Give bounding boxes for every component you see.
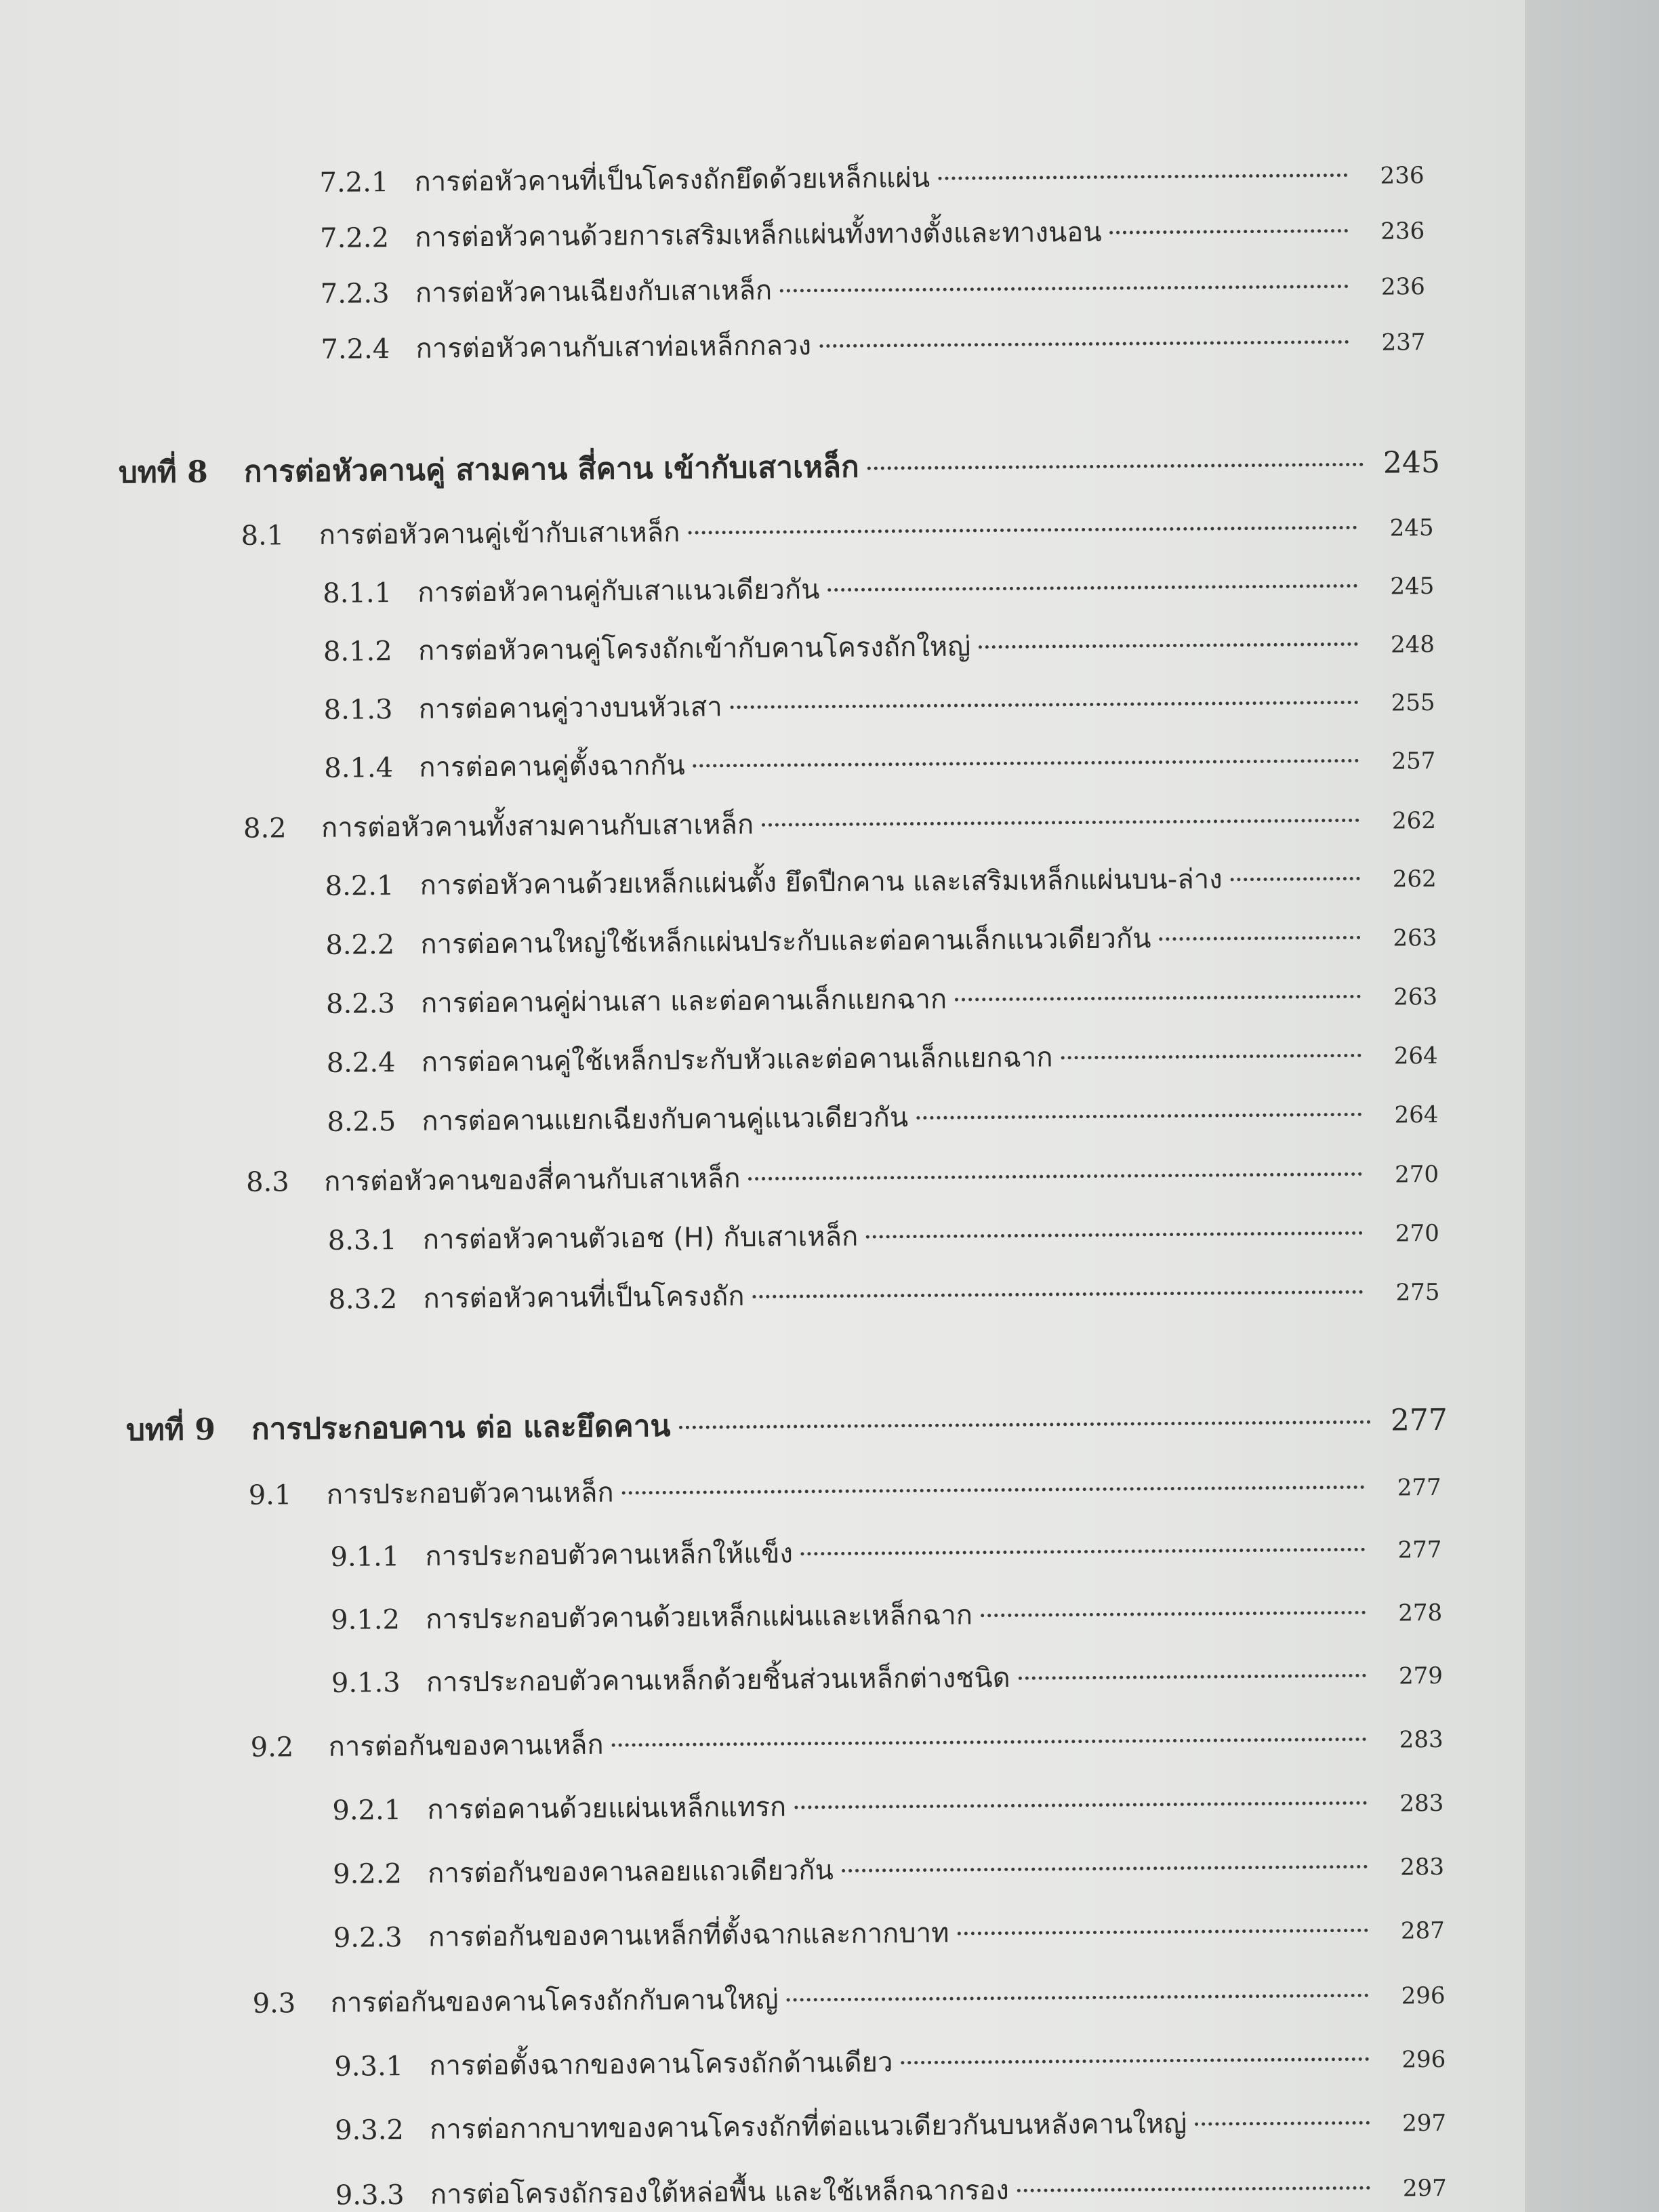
entry-page: 245: [1390, 572, 1435, 600]
entry-page: 278: [1398, 1599, 1443, 1627]
entry-number: 9.3.2: [334, 2114, 405, 2146]
dot-leader: [762, 819, 1359, 827]
entry-title: การต่อคานใหญ่ใช้เหล็กแผ่นประกับและต่อคานเล็กแนวเดียวกัน: [420, 923, 1151, 960]
dot-leader: [731, 701, 1359, 709]
dot-leader: [842, 1865, 1368, 1872]
dot-leader: [612, 1738, 1367, 1747]
entry-number: 8.1.3: [323, 694, 393, 726]
chapter-page: 245: [1382, 445, 1441, 480]
entry-page: 297: [1402, 2174, 1447, 2203]
toc-entry-8-1-2: [323, 621, 1435, 673]
dot-leader: [957, 1929, 1368, 1936]
entry-title: การต่อคานคู่ผ่านเสา และต่อคานเล็กแยกฉาก: [420, 983, 947, 1019]
entry-page: 236: [1380, 162, 1425, 190]
entry-title: การประกอบตัวคานด้วยเหล็กแผ่นและเหล็กฉาก: [426, 1599, 973, 1635]
dot-leader: [938, 173, 1347, 180]
entry-title: การต่อหัวคานคู่โครงถักเข้ากับคานโครงถักใหญ่: [417, 631, 971, 667]
dot-leader: [688, 526, 1357, 535]
toc-entry-9-3-2: [335, 2100, 1446, 2152]
toc-entry-9-2-1: [332, 1780, 1443, 1832]
entry-title: การต่อหัวคานตัวเอช (H) กับเสาเหล็ก: [422, 1221, 859, 1256]
toc-entry-8-2-2: [325, 914, 1437, 966]
section-page: 262: [1391, 806, 1437, 835]
entry-page: 262: [1392, 865, 1437, 893]
entry-page: 263: [1393, 983, 1438, 1011]
page-edge: [1525, 0, 1659, 2212]
entry-page: 248: [1390, 630, 1435, 659]
entry-number: 9.3.1: [334, 2051, 404, 2083]
entry-number: 8.1.1: [323, 577, 392, 609]
toc-section-9-1: [248, 1464, 1441, 1517]
entry-page: 263: [1393, 924, 1437, 952]
toc-entry-8-2-3: [326, 973, 1437, 1025]
toc-section-9-3: [252, 1972, 1445, 2025]
entry-page: 264: [1394, 1101, 1439, 1129]
entry-page: 283: [1400, 1853, 1445, 1881]
entry-number: 9.2.3: [333, 1922, 403, 1954]
section-number: 9.3: [252, 1988, 296, 2020]
toc-chapter-9: [126, 1396, 1448, 1454]
entry-number: 9.1.2: [331, 1604, 401, 1636]
toc-entry-9-2-3: [333, 1907, 1445, 1959]
toc-entry-9-1-2: [331, 1589, 1442, 1641]
entry-title: การต่อหัวคานเฉียงกับเสาเหล็ก: [415, 274, 773, 309]
dot-leader: [955, 995, 1361, 1002]
entry-number: 9.2.2: [332, 1858, 403, 1890]
entry-number: 9.1.3: [331, 1667, 401, 1699]
toc-entry-9-1-1: [330, 1526, 1441, 1578]
entry-title: การต่อคานคู่วางบนหัวเสา: [418, 691, 722, 725]
section-title: การต่อหัวคานทั้งสามคานกับเสาเหล็ก: [321, 808, 754, 844]
entry-number: 8.2.3: [325, 988, 396, 1020]
section-page: 277: [1397, 1473, 1441, 1502]
entry-number: 8.3.2: [328, 1284, 398, 1315]
toc-entry-8-3-2: [328, 1269, 1439, 1321]
entry-number: 9.2.1: [332, 1795, 402, 1826]
dot-leader: [1231, 877, 1360, 881]
dot-leader: [801, 1548, 1366, 1556]
entry-page: 236: [1380, 273, 1425, 301]
section-number: 8.1: [241, 520, 285, 552]
toc-entry-7-2-3: [321, 263, 1425, 315]
entry-number: 7.2.4: [321, 333, 390, 365]
toc-entry-8-1-3: [323, 679, 1435, 731]
entry-title: การประกอบตัวคานเหล็กให้แข็ง: [425, 1538, 794, 1572]
dot-leader: [1017, 2186, 1370, 2192]
entry-title: การต่อกากบาทของคานโครงถักที่ต่อแนวเดียวกันบนหลังคานใหญ่: [429, 2108, 1187, 2146]
dot-leader: [748, 1172, 1362, 1181]
chapter-title: การต่อหัวคานคู่ สามคาน สี่คาน เข้ากับเสาเหล็ก: [243, 449, 859, 489]
entry-number: 9.3.3: [335, 2179, 405, 2211]
dot-leader: [1159, 936, 1360, 941]
entry-page: 297: [1402, 2109, 1447, 2137]
entry-page: 275: [1395, 1278, 1440, 1307]
dot-leader: [794, 1801, 1367, 1809]
toc-entry-7-2-2: [320, 207, 1425, 260]
entry-page: 277: [1397, 1536, 1442, 1564]
section-number: 9.1: [248, 1479, 292, 1511]
toc-section-8-1: [241, 504, 1433, 557]
section-number: 8.2: [243, 813, 287, 844]
dot-leader: [916, 1113, 1361, 1120]
entry-number: 7.2.3: [320, 278, 390, 310]
entry-title: การต่อกันของคานลอยแถวเดียวกัน: [427, 1855, 834, 1889]
entry-title: การต่อคานแยกเฉียงกับคานคู่แนวเดียวกัน: [422, 1102, 909, 1137]
section-title: การต่อกันของคานโครงถักกับคานใหญ่: [330, 1984, 779, 2019]
entry-title: การต่อกันของคานเหล็กที่ตั้งฉากและกากบาท: [428, 1917, 949, 1953]
entry-number: 8.1.4: [324, 752, 394, 784]
entry-title: การต่อตั้งฉากของคานโครงถักด้านเดียว: [429, 2047, 893, 2082]
entry-page: 279: [1398, 1662, 1443, 1690]
entry-page: 236: [1380, 218, 1425, 245]
entry-title: การประกอบตัวคานเหล็กด้วยชิ้นส่วนเหล็กต่างชนิด: [426, 1662, 1010, 1698]
dot-leader: [901, 2057, 1369, 2064]
entry-page: 283: [1399, 1789, 1444, 1818]
entry-title: การต่อหัวคานคู่กับเสาแนวเดียวกัน: [417, 574, 820, 609]
entry-page: 237: [1381, 329, 1426, 356]
toc-section-8-2: [243, 797, 1436, 850]
toc-entry-8-2-4: [326, 1032, 1437, 1084]
dot-leader: [981, 1611, 1366, 1617]
entry-page: 296: [1401, 2045, 1446, 2074]
toc-entry-8-1-1: [323, 562, 1434, 615]
entry-title: การต่อหัวคานที่เป็นโครงถัก: [423, 1281, 745, 1315]
entry-page: 257: [1391, 747, 1436, 775]
entry-number: 7.2.1: [319, 167, 389, 199]
entry-page: 264: [1393, 1042, 1438, 1070]
toc-entry-8-3-1: [328, 1210, 1439, 1262]
section-number: 8.3: [245, 1166, 289, 1198]
toc-entry-9-2-2: [333, 1843, 1444, 1896]
entry-title: การต่อคานคู่ใช้เหล็กประกับหัวและต่อคานเล็กแยกฉาก: [421, 1042, 1053, 1078]
entry-page: 270: [1395, 1219, 1439, 1248]
section-title: การต่อหัวคานคู่เข้ากับเสาเหล็ก: [319, 516, 680, 551]
toc-chapter-8: [119, 438, 1440, 496]
toc-entry-7-2-4: [321, 319, 1425, 371]
entry-title: การต่อคานด้วยแผ่นเหล็กแทรก: [427, 1791, 787, 1826]
toc-entry-9-3-3: [335, 2165, 1447, 2212]
toc-entry-9-1-3: [331, 1652, 1443, 1704]
entry-page: 287: [1400, 1917, 1445, 1945]
entry-number: 8.1.2: [323, 636, 392, 668]
section-title: การประกอบตัวคานเหล็ก: [326, 1477, 614, 1511]
section-title: การต่อหัวคานของสี่คานกับเสาเหล็ก: [323, 1163, 741, 1197]
entry-number: 8.2.2: [325, 929, 395, 961]
chapter-number: บทที่ 8: [118, 455, 208, 491]
dot-leader: [1019, 1674, 1366, 1680]
dot-leader: [1061, 1054, 1361, 1059]
chapter-title: การประกอบคาน ต่อ และยึดคาน: [251, 1408, 671, 1447]
entry-number: 8.3.1: [327, 1225, 397, 1256]
toc-entry-7-2-1: [319, 152, 1424, 204]
entry-number: 9.1.1: [330, 1541, 400, 1573]
dot-leader: [693, 759, 1359, 768]
dot-leader: [867, 463, 1364, 470]
entry-page: 255: [1391, 689, 1435, 717]
toc-section-8-3: [246, 1151, 1439, 1204]
entry-number: 8.2.4: [326, 1047, 396, 1079]
section-page: 245: [1389, 514, 1434, 542]
section-page: 296: [1401, 1982, 1446, 2010]
dot-leader: [1110, 229, 1349, 234]
entry-title: การต่อหัวคานที่เป็นโครงถักยึดด้วยเหล็กแผ่น: [414, 162, 930, 198]
section-title: การต่อกันของคานเหล็ก: [328, 1729, 604, 1763]
dot-leader: [819, 340, 1349, 348]
chapter-page: 277: [1390, 1402, 1448, 1438]
entry-number: 7.2.2: [319, 222, 390, 254]
dot-leader: [780, 285, 1349, 293]
entry-title: การต่อคานคู่ตั้งฉากกัน: [419, 750, 685, 783]
dot-leader: [787, 1994, 1369, 2002]
dot-leader: [866, 1231, 1363, 1239]
toc-entry-8-2-1: [325, 855, 1436, 907]
entry-title: การต่อหัวคานด้วยการเสริมเหล็กแผ่นทั้งทางตั้งและทางนอน: [414, 216, 1102, 253]
entry-number: 8.2.5: [327, 1106, 396, 1138]
entry-title: การต่อหัวคานกับเสาท่อเหล็กกลวง: [415, 330, 812, 365]
section-page: 270: [1395, 1160, 1439, 1189]
entry-title: การต่อหัวคานด้วยเหล็กแผ่นตั้ง ยึดปีกคาน และเสริมเหล็กแผ่นบน-ล่าง: [419, 863, 1223, 901]
toc-entry-9-3-1: [334, 2036, 1446, 2088]
dot-leader: [827, 584, 1357, 592]
toc-section-9-2: [250, 1716, 1443, 1769]
dot-leader: [752, 1290, 1363, 1298]
section-page: 283: [1399, 1725, 1443, 1754]
section-number: 9.2: [250, 1732, 294, 1763]
entry-number: 8.2.1: [325, 870, 394, 902]
dot-leader: [979, 642, 1358, 649]
dot-leader: [622, 1486, 1365, 1495]
chapter-number: บทที่ 9: [125, 1412, 216, 1448]
toc-entry-8-2-5: [327, 1091, 1438, 1143]
toc-entry-8-1-4: [324, 737, 1435, 790]
entry-title: การต่อโครงถักรองใต้หล่อพื้น และใช้เหล็กฉากรอง: [430, 2174, 1009, 2211]
dot-leader: [1195, 2121, 1370, 2126]
dot-leader: [679, 1420, 1371, 1429]
